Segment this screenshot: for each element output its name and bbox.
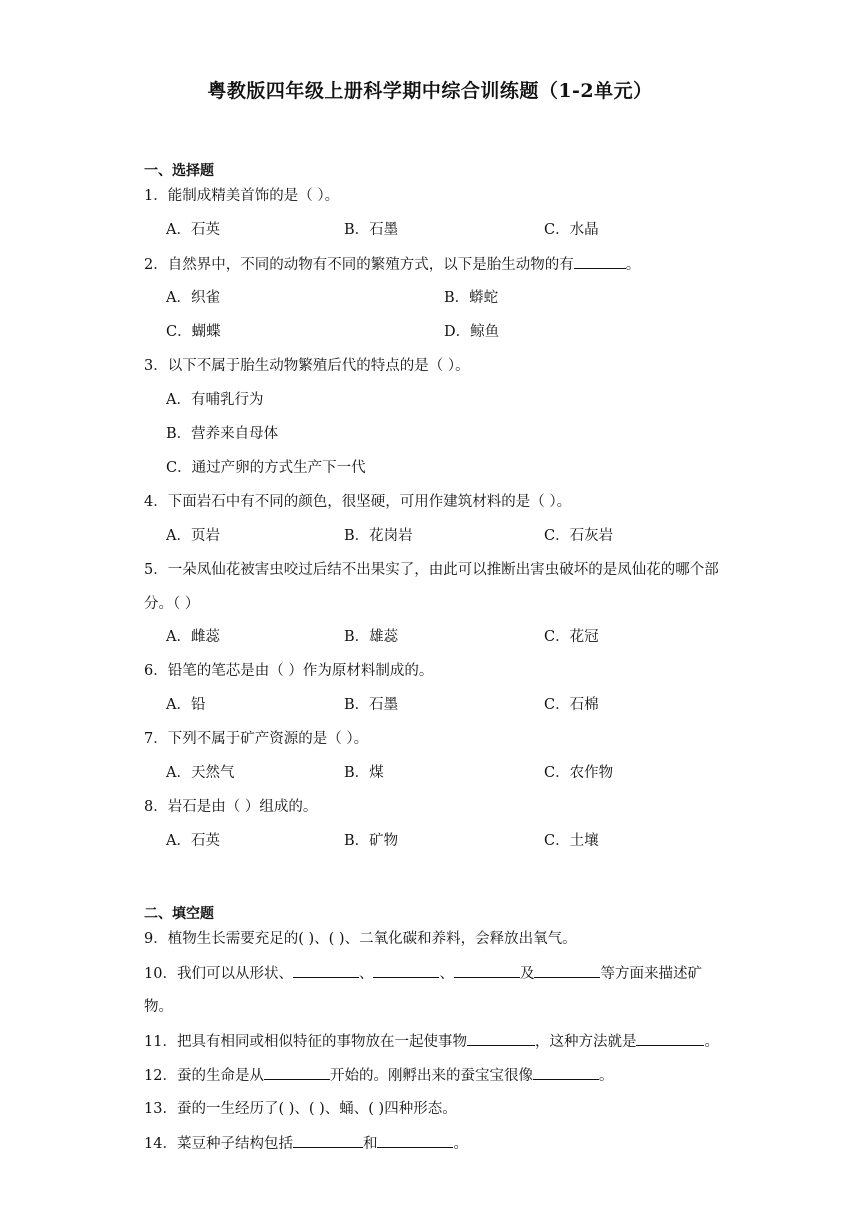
question-5: 5．一朵凤仙花被害虫咬过后结不出果实了，由此可以推断出害虫破坏的是凤仙花的哪个部分。（ ） (144, 562, 719, 612)
q14-part: 14．菜豆种子结构包括 (144, 1136, 293, 1152)
question-4: 4．下面岩石中有不同的颜色，很坚硬，可用作建筑材料的是（ ）。 (144, 494, 572, 510)
question-11 (144, 1031, 724, 1052)
question-6: 6．铅笔的笔芯是由（ ）作为原材料制成的。 (144, 663, 434, 679)
q3-option-a: A．有哺乳行为 (166, 392, 264, 408)
q14-blank-2 (377, 1133, 453, 1148)
q11-part: 11．把具有相同或相似特征的事物放在一起使事物 (144, 1034, 467, 1050)
question-3: 3．以下不属于胎生动物繁殖后代的特点的是（ ）。 (144, 358, 470, 374)
q3-option-b: B．营养来自母体 (166, 426, 279, 442)
q14-blank-1 (293, 1133, 363, 1148)
q2-option-d: D．鲸鱼 (444, 324, 500, 340)
q10-part: 及 (519, 966, 535, 982)
question-8: 8．岩石是由（ ）组成的。 (144, 799, 318, 815)
q4-option-c: C．石灰岩 (544, 528, 614, 544)
q5-option-a: A．雌蕊 (166, 629, 220, 645)
q12-blank-1 (264, 1065, 330, 1080)
question-1: 1．能制成精美首饰的是（ ）。 (144, 188, 340, 204)
q12-part: 。 (598, 1068, 614, 1084)
question-10 (144, 963, 724, 984)
q14-part: 。 (453, 1136, 468, 1152)
q11-blank-1 (467, 1031, 535, 1046)
question-2 (144, 254, 724, 275)
q7-option-a: A．天然气 (166, 765, 235, 781)
q7-option-c: C．农作物 (544, 765, 614, 781)
q4-option-b: B．花岗岩 (344, 528, 413, 544)
q2-stem-end: 。 (625, 257, 641, 273)
question-9: 9．植物生长需要充足的( )、( )、二氧化碳和养料，会释放出氧气。 (144, 931, 577, 947)
q5-option-b: B．雄蕊 (344, 629, 399, 645)
q10-blank-4 (534, 963, 600, 978)
q10-part: 10．我们可以从形状、 (144, 966, 293, 982)
q11-part: ，这种方法就是 (534, 1034, 637, 1050)
section-heading-choice: 一、选择题 (144, 163, 214, 179)
q2-option-a: A．织雀 (166, 290, 220, 306)
question-7: 7．下列不属于矿产资源的是（ ）。 (144, 731, 369, 747)
q2-option-b: B．蟒蛇 (444, 290, 499, 306)
question-14 (144, 1133, 724, 1154)
q6-option-b: B．石墨 (344, 697, 399, 713)
question-12 (144, 1065, 724, 1086)
q4-option-a: A．页岩 (166, 528, 220, 544)
q10-part: 、 (358, 966, 374, 982)
question-10-continued: 物。 (144, 999, 173, 1015)
section-heading-fill: 二、填空题 (144, 906, 214, 922)
q10-part: 等方面来描述矿 (600, 966, 702, 982)
q6-option-c: C．石棉 (544, 697, 599, 713)
q14-part: 和 (362, 1136, 378, 1152)
q10-part: 、 (439, 966, 454, 982)
q2-blank (574, 254, 626, 269)
q10-blank-1 (293, 963, 359, 978)
q11-part: 。 (704, 1034, 719, 1050)
q3-option-c: C．通过产卵的方式生产下一代 (166, 460, 366, 476)
q12-blank-2 (533, 1065, 599, 1080)
q8-option-c: C．土壤 (544, 833, 599, 849)
q10-blank-3 (454, 963, 520, 978)
question-13: 13．蚕的一生经历了( )、( )、蛹、( )四种形态。 (144, 1101, 457, 1117)
page-title: 粤教版四年级上册科学期中综合训练题（1-2单元） (207, 80, 653, 102)
q7-option-b: B．煤 (344, 765, 384, 781)
q1-option-a: A．石英 (166, 222, 220, 238)
q1-option-b: B．石墨 (344, 222, 399, 238)
q12-part: 开始的。刚孵出来的蚕宝宝很像 (329, 1068, 533, 1084)
q11-blank-2 (636, 1031, 704, 1046)
q5-option-c: C．花冠 (544, 629, 599, 645)
q2-option-c: C．蝴蝶 (166, 324, 221, 340)
q2-stem: 2．自然界中，不同的动物有不同的繁殖方式，以下是胎生动物的有 (144, 257, 574, 273)
q8-option-a: A．石英 (166, 833, 220, 849)
q8-option-b: B．矿物 (344, 833, 399, 849)
q6-option-a: A．铅 (166, 697, 206, 713)
q10-blank-2 (373, 963, 439, 978)
q1-option-c: C．水晶 (544, 222, 599, 238)
q12-part: 12．蚕的生命是从 (144, 1068, 264, 1084)
